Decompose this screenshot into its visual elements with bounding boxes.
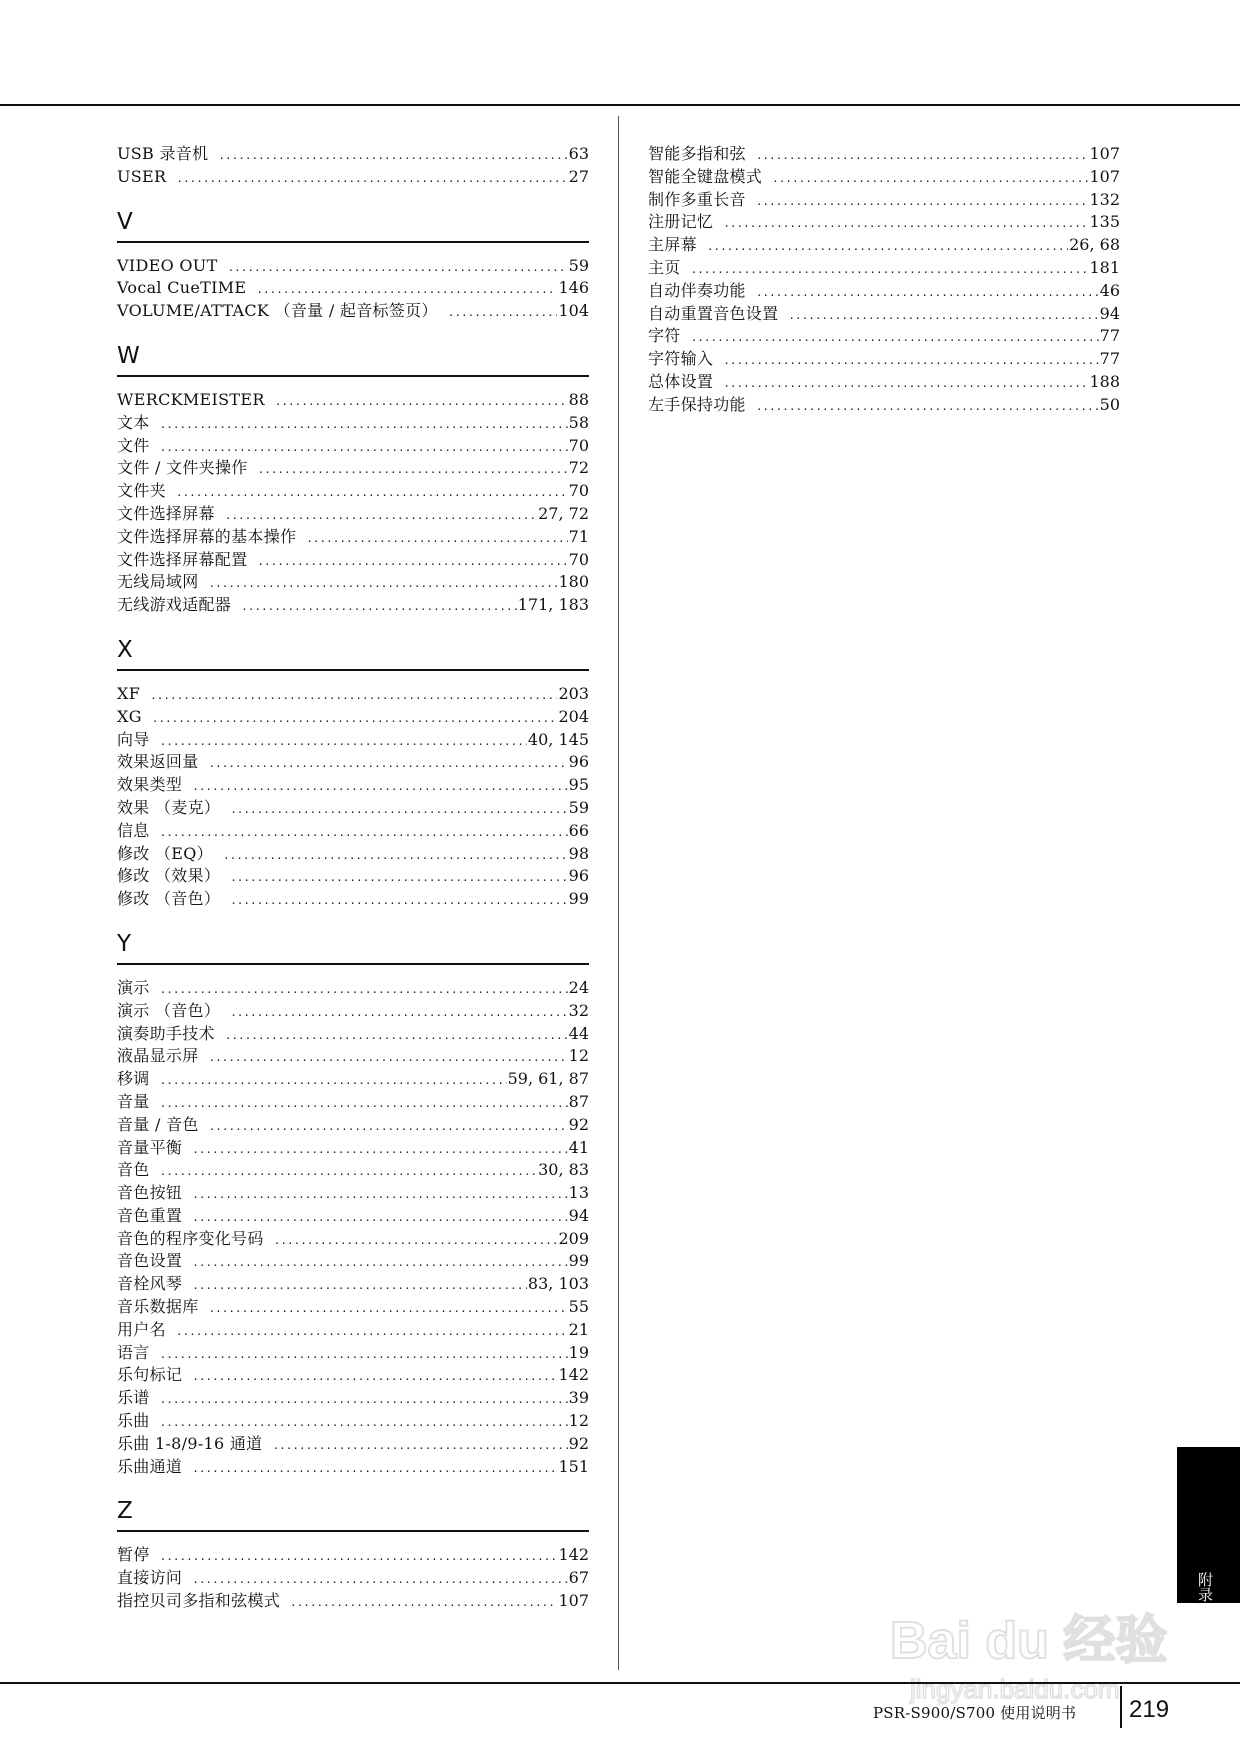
- index-term: 文件选择屏幕配置: [117, 549, 248, 569]
- index-page-ref: 39: [568, 1388, 589, 1408]
- index-page-ref: 181: [1089, 257, 1120, 277]
- index-term: 向导: [117, 729, 150, 749]
- dot-leader: [160, 979, 568, 1002]
- index-page-ref: 59: [568, 797, 589, 817]
- section-rule: [117, 669, 589, 671]
- index-entry[interactable]: [117, 166, 589, 189]
- index-page-ref: 98: [568, 843, 589, 863]
- dot-leader: [274, 1230, 558, 1253]
- index-entry[interactable]: [117, 1319, 589, 1342]
- dot-leader: [691, 327, 1099, 350]
- section-rule: [117, 241, 589, 243]
- dot-leader: [290, 1592, 557, 1615]
- index-term: 效果类型: [117, 775, 183, 795]
- index-term: 主页: [648, 257, 681, 277]
- index-page-ref: 151: [558, 1456, 589, 1476]
- dot-leader: [788, 305, 1098, 328]
- dot-leader: [230, 1002, 567, 1025]
- section-letter-heading: V: [117, 208, 133, 235]
- index-term: 乐句标记: [117, 1365, 183, 1385]
- dot-leader: [257, 551, 567, 574]
- index-entry[interactable]: [117, 729, 589, 752]
- index-entry[interactable]: [648, 280, 1120, 303]
- index-page-ref: 96: [568, 752, 589, 772]
- dot-leader: [723, 373, 1088, 396]
- index-page-ref: 135: [1089, 212, 1120, 232]
- index-page-ref: 24: [568, 977, 589, 997]
- dot-leader: [223, 845, 568, 868]
- dot-leader: [209, 573, 558, 596]
- dot-leader: [275, 391, 568, 414]
- index-term: 文件: [117, 435, 150, 455]
- index-term: 音乐数据库: [117, 1297, 199, 1317]
- index-term: 乐曲通道: [117, 1456, 183, 1476]
- dot-leader: [258, 459, 568, 482]
- dot-leader: [230, 890, 567, 913]
- section-letter-heading: Y: [117, 930, 132, 957]
- index-page-ref: 58: [568, 412, 589, 432]
- index-page-ref: 107: [1089, 144, 1120, 163]
- index-entry[interactable]: [117, 457, 589, 480]
- index-page-ref: 70: [568, 481, 589, 501]
- index-term: 文本: [117, 412, 150, 432]
- index-term: 智能全键盘模式: [648, 166, 763, 186]
- index-term: 乐曲: [117, 1411, 150, 1431]
- index-page-ref: 203: [558, 683, 589, 703]
- index-term: 直接访问: [117, 1568, 183, 1588]
- index-term: 无线游戏适配器: [117, 595, 232, 615]
- dot-leader: [691, 259, 1089, 282]
- index-entry[interactable]: [117, 143, 589, 166]
- index-page-ref: 30, 83: [538, 1160, 589, 1180]
- index-term: 注册记忆: [648, 212, 714, 232]
- dot-leader: [209, 1047, 568, 1070]
- dot-leader: [272, 1435, 567, 1458]
- index-entry[interactable]: [648, 303, 1120, 326]
- index-entry[interactable]: [117, 1456, 589, 1479]
- index-term: XG: [117, 706, 142, 726]
- index-term: 修改 （音色）: [117, 889, 221, 909]
- dot-leader: [448, 302, 558, 325]
- index-term: 信息: [117, 820, 150, 840]
- index-entry[interactable]: [117, 1590, 589, 1613]
- watermark-brand: Bai du 经验: [890, 1612, 1168, 1670]
- index-entry[interactable]: [117, 1296, 589, 1319]
- index-term: 指控贝司多指和弦模式: [117, 1591, 281, 1611]
- index-page-ref: 63: [568, 144, 589, 163]
- index-entry[interactable]: [117, 594, 589, 617]
- index-term: USER: [117, 166, 167, 186]
- index-page-ref: 59: [568, 255, 589, 275]
- index-entry[interactable]: [117, 706, 589, 729]
- index-term: VIDEO OUT: [117, 255, 218, 275]
- index-entry[interactable]: [117, 888, 589, 911]
- index-term: 音色重置: [117, 1205, 183, 1225]
- index-term: 字符: [648, 326, 681, 346]
- index-term: 音色的程序变化号码: [117, 1228, 264, 1248]
- dot-leader: [192, 1458, 557, 1481]
- index-page-ref: 13: [568, 1183, 589, 1203]
- dot-leader: [160, 1412, 568, 1435]
- index-entry[interactable]: [648, 234, 1120, 257]
- dot-leader: [176, 168, 567, 191]
- index-page-ref: 55: [568, 1297, 589, 1317]
- index-term: 效果 （麦克）: [117, 797, 221, 817]
- index-page-ref: 132: [1089, 189, 1120, 209]
- index-page-ref: 104: [558, 301, 589, 321]
- index-term: 移调: [117, 1069, 150, 1089]
- dot-leader: [160, 822, 568, 845]
- column-divider: [618, 116, 619, 1670]
- index-page-ref: 72: [568, 458, 589, 478]
- index-page-ref: 77: [1099, 326, 1120, 346]
- index-page-ref: 21: [568, 1319, 589, 1339]
- index-entry[interactable]: [117, 1205, 589, 1228]
- section-letter-heading: X: [117, 636, 133, 663]
- index-entry[interactable]: [117, 571, 589, 594]
- dot-leader: [192, 1207, 567, 1230]
- index-term: XF: [117, 683, 141, 703]
- index-term: WERCKMEISTER: [117, 389, 265, 409]
- dot-leader: [756, 282, 1099, 305]
- index-entry[interactable]: [117, 480, 589, 503]
- index-term: USB 录音机: [117, 144, 209, 163]
- index-entry[interactable]: [117, 977, 589, 1000]
- index-page-ref: 41: [568, 1137, 589, 1157]
- dot-leader: [176, 482, 568, 505]
- index-term: 修改 （EQ）: [117, 843, 213, 863]
- dot-leader: [707, 236, 1068, 259]
- section-letter-heading: W: [117, 342, 140, 369]
- index-term: 演奏助手技术: [117, 1023, 215, 1043]
- index-entry[interactable]: [117, 1159, 589, 1182]
- dot-leader: [772, 168, 1088, 191]
- index-term: 用户名: [117, 1319, 166, 1339]
- index-entry[interactable]: [117, 774, 589, 797]
- dot-leader: [160, 731, 527, 754]
- index-entry[interactable]: [117, 1364, 589, 1387]
- index-term: 乐谱: [117, 1388, 150, 1408]
- index-entry[interactable]: [117, 1000, 589, 1023]
- dot-leader: [218, 145, 567, 168]
- index-entry[interactable]: [117, 1091, 589, 1114]
- index-entry[interactable]: [648, 325, 1120, 348]
- index-entry[interactable]: [648, 166, 1120, 189]
- index-entry[interactable]: [117, 435, 589, 458]
- dot-leader: [192, 1139, 567, 1162]
- index-term: 无线局域网: [117, 572, 199, 592]
- index-page-ref: 99: [568, 1251, 589, 1271]
- index-page-ref: 107: [1089, 166, 1120, 186]
- index-entry[interactable]: [648, 348, 1120, 371]
- index-term: 制作多重长音: [648, 189, 746, 209]
- dot-leader: [756, 191, 1089, 214]
- index-term: 音色按钮: [117, 1183, 183, 1203]
- index-entry[interactable]: [117, 1114, 589, 1137]
- dot-leader: [160, 1344, 568, 1367]
- section-rule: [117, 375, 589, 377]
- dot-leader: [160, 414, 568, 437]
- index-entry[interactable]: [117, 526, 589, 549]
- index-entry[interactable]: [117, 797, 589, 820]
- index-page-ref: 142: [558, 1365, 589, 1385]
- dot-leader: [192, 1184, 567, 1207]
- dot-leader: [723, 350, 1098, 373]
- index-entry[interactable]: [117, 1273, 589, 1296]
- index-page-ref: 59, 61, 87: [507, 1069, 589, 1089]
- index-entry[interactable]: [648, 394, 1120, 417]
- index-page-ref: 27: [568, 166, 589, 186]
- index-entry[interactable]: [648, 257, 1120, 280]
- section-rule: [117, 1530, 589, 1532]
- index-entry[interactable]: [117, 865, 589, 888]
- dot-leader: [160, 1389, 568, 1412]
- index-term: 音色设置: [117, 1251, 183, 1271]
- index-entry[interactable]: [117, 683, 589, 706]
- index-page-ref: 209: [558, 1228, 589, 1248]
- top-rule: [0, 104, 1240, 106]
- dot-leader: [160, 1546, 558, 1569]
- dot-leader: [160, 1070, 507, 1093]
- index-page-ref: 12: [568, 1046, 589, 1066]
- index-entry[interactable]: [117, 300, 589, 323]
- dot-leader: [306, 528, 567, 551]
- index-entry[interactable]: [648, 189, 1120, 212]
- dot-leader: [192, 1275, 527, 1298]
- index-term: 文件选择屏幕: [117, 503, 215, 523]
- dot-leader: [192, 776, 567, 799]
- index-page-ref: 26, 68: [1069, 235, 1120, 255]
- index-term: 音色: [117, 1160, 150, 1180]
- index-term: 左手保持功能: [648, 394, 746, 414]
- dot-leader: [209, 1298, 568, 1321]
- index-page-ref: 96: [568, 866, 589, 886]
- dot-leader: [225, 1025, 568, 1048]
- baidu-watermark-logo: [880, 1598, 1180, 1708]
- index-entry[interactable]: [117, 549, 589, 572]
- index-entry[interactable]: [117, 503, 589, 526]
- footer-divider: [1120, 1686, 1122, 1728]
- index-entry[interactable]: [117, 1182, 589, 1205]
- index-entry[interactable]: [117, 255, 589, 278]
- index-page-ref: 95: [568, 775, 589, 795]
- dot-leader: [225, 505, 537, 528]
- dot-leader: [723, 213, 1088, 236]
- dot-leader: [256, 279, 557, 302]
- dot-leader: [756, 145, 1089, 168]
- index-left-column: [117, 143, 589, 1613]
- index-page-ref: 94: [1099, 303, 1120, 323]
- dot-leader: [176, 1321, 568, 1344]
- index-term: 自动重置音色设置: [648, 303, 779, 323]
- index-term: 自动伴奏功能: [648, 280, 746, 300]
- index-page-ref: 88: [568, 389, 589, 409]
- index-term: 音栓风琴: [117, 1274, 183, 1294]
- index-entry[interactable]: [648, 211, 1120, 234]
- index-page-ref: 87: [568, 1091, 589, 1111]
- index-term: 文件 / 文件夹操作: [117, 458, 248, 478]
- index-term: 暂停: [117, 1545, 150, 1565]
- index-term: 主屏幕: [648, 235, 697, 255]
- index-page-ref: 92: [568, 1433, 589, 1453]
- index-entry[interactable]: [117, 1228, 589, 1251]
- index-page-ref: 94: [568, 1205, 589, 1225]
- index-term: 修改 （效果）: [117, 866, 221, 886]
- dot-leader: [241, 596, 517, 619]
- dot-leader: [230, 867, 567, 890]
- index-entry[interactable]: [117, 277, 589, 300]
- index-entry[interactable]: [117, 1137, 589, 1160]
- index-page-ref: 70: [568, 549, 589, 569]
- index-entry[interactable]: [648, 371, 1120, 394]
- page-number: 219: [1129, 1696, 1170, 1723]
- index-entry[interactable]: [117, 820, 589, 843]
- dot-leader: [228, 257, 568, 280]
- index-entry[interactable]: [117, 389, 589, 412]
- index-page-ref: 180: [558, 572, 589, 592]
- index-page-ref: 67: [568, 1568, 589, 1588]
- index-page-ref: 12: [568, 1411, 589, 1431]
- index-term: 智能多指和弦: [648, 144, 746, 163]
- index-page-ref: 171, 183: [517, 595, 589, 615]
- index-term: 音量 / 音色: [117, 1114, 199, 1134]
- index-entry[interactable]: [117, 1387, 589, 1410]
- index-term: 文件选择屏幕的基本操作: [117, 526, 297, 546]
- dot-leader: [756, 396, 1099, 419]
- index-entry[interactable]: [117, 1250, 589, 1273]
- index-page-ref: 46: [1099, 280, 1120, 300]
- dot-leader: [209, 1116, 568, 1139]
- dot-leader: [160, 1093, 568, 1116]
- dot-leader: [192, 1366, 557, 1389]
- index-page-ref: 27, 72: [538, 503, 589, 523]
- index-entry[interactable]: [117, 1045, 589, 1068]
- index-entry[interactable]: [117, 1023, 589, 1046]
- index-page-ref: 146: [558, 278, 589, 298]
- index-page-ref: 32: [568, 1000, 589, 1020]
- footer-manual-title: PSR-S900/S700 使用说明书: [873, 1704, 1077, 1722]
- section-letter-heading: Z: [117, 1498, 133, 1525]
- index-term: 效果返回量: [117, 752, 199, 772]
- index-page-ref: 66: [568, 820, 589, 840]
- index-page-ref: 50: [1099, 394, 1120, 414]
- side-tab-label: 附录: [1196, 1572, 1214, 1602]
- index-entry[interactable]: [117, 1567, 589, 1590]
- dot-leader: [192, 1569, 567, 1592]
- index-term: 演示 （音色）: [117, 1000, 221, 1020]
- watermark-url: jingyan.baidu.com: [910, 1674, 1120, 1704]
- index-entry[interactable]: [117, 412, 589, 435]
- index-term: 总体设置: [648, 371, 714, 391]
- index-page-ref: 204: [558, 706, 589, 726]
- index-page-ref: 107: [558, 1591, 589, 1611]
- dot-leader: [209, 753, 568, 776]
- index-term: 音量平衡: [117, 1137, 183, 1157]
- index-page-ref: 19: [568, 1342, 589, 1362]
- index-page-ref: 70: [568, 435, 589, 455]
- index-term: Vocal CueTIME: [117, 278, 247, 298]
- index-entry[interactable]: [117, 1433, 589, 1456]
- index-page-ref: 92: [568, 1114, 589, 1134]
- index-entry[interactable]: [117, 1342, 589, 1365]
- index-page-ref: 188: [1089, 371, 1120, 391]
- index-entry[interactable]: [117, 1410, 589, 1433]
- index-term: 文件夹: [117, 481, 166, 501]
- index-page-ref: 142: [558, 1545, 589, 1565]
- index-entry[interactable]: [117, 1068, 589, 1091]
- index-page-ref: 71: [568, 526, 589, 546]
- dot-leader: [160, 1161, 538, 1184]
- index-page-ref: 83, 103: [527, 1274, 589, 1294]
- index-term: 乐曲 1-8/9-16 通道: [117, 1433, 263, 1453]
- index-page-ref: 77: [1099, 349, 1120, 369]
- index-entry[interactable]: [648, 143, 1120, 166]
- index-term: 音量: [117, 1091, 150, 1111]
- index-entry[interactable]: [117, 751, 589, 774]
- dot-leader: [160, 437, 568, 460]
- dot-leader: [152, 708, 558, 731]
- section-rule: [117, 963, 589, 965]
- index-page-ref: 44: [568, 1023, 589, 1043]
- index-term: 液晶显示屏: [117, 1046, 199, 1066]
- dot-leader: [192, 1252, 567, 1275]
- index-entry[interactable]: [117, 843, 589, 866]
- index-term: 语言: [117, 1342, 150, 1362]
- index-page-ref: 40, 145: [527, 729, 589, 749]
- index-term: VOLUME/ATTACK （音量 / 起音标签页）: [117, 301, 438, 321]
- index-page-ref: 99: [568, 889, 589, 909]
- dot-leader: [150, 685, 557, 708]
- appendix-side-tab[interactable]: [1177, 1447, 1240, 1603]
- index-entry[interactable]: [117, 1544, 589, 1567]
- bottom-rule: [0, 1682, 1240, 1684]
- dot-leader: [230, 799, 567, 822]
- index-right-column: [648, 143, 1120, 417]
- index-term: 字符输入: [648, 349, 714, 369]
- index-term: 演示: [117, 977, 150, 997]
